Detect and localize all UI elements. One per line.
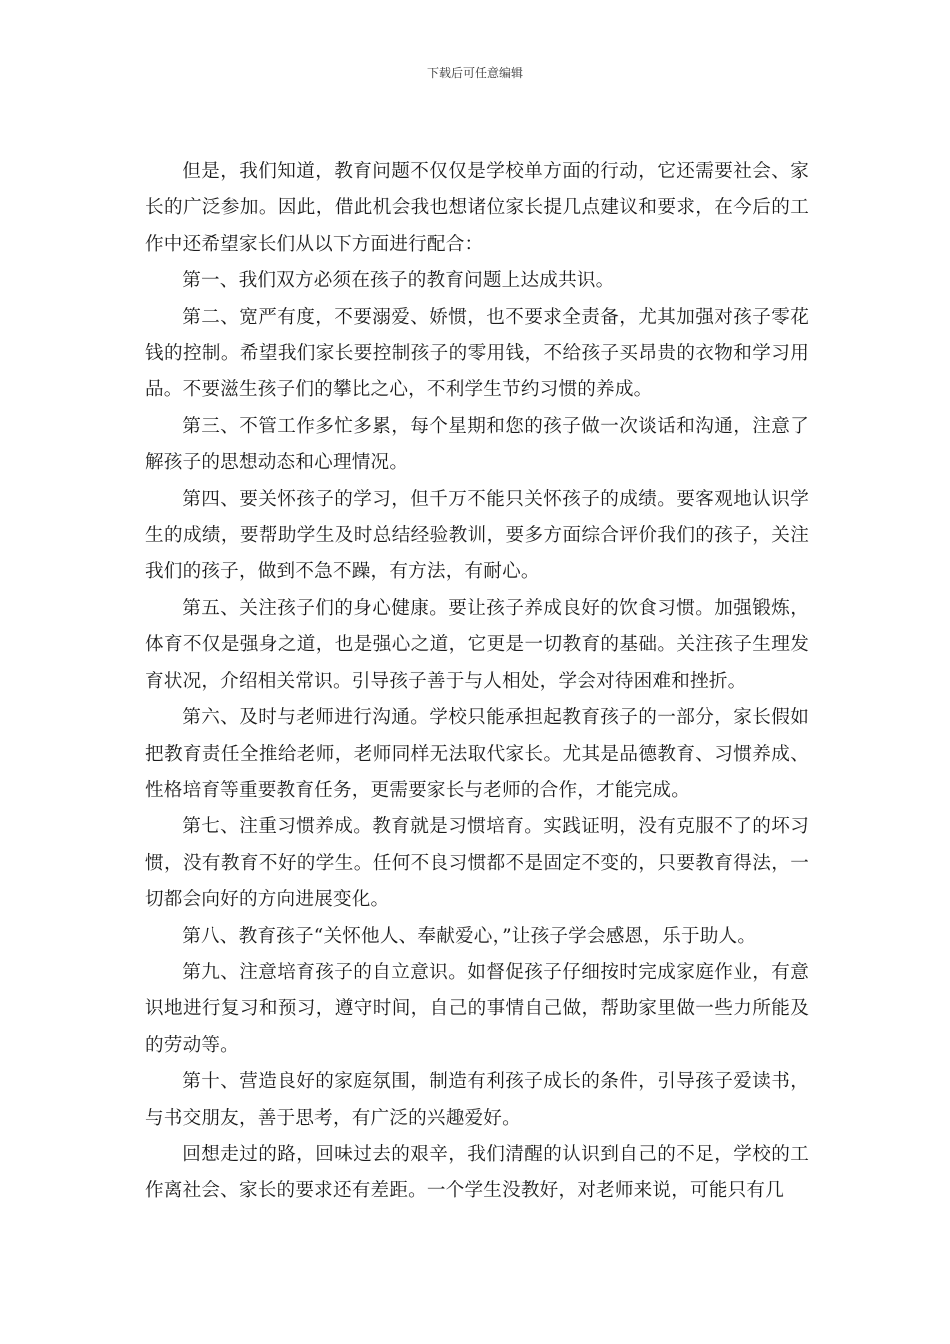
paragraph-reflection: 回想走过的路，回味过去的艰辛，我们清醒的认识到自己的不足，学校的工作离社会、家长的要求还有差距。一个学生没教好，对老师来说，可能只有几 [145, 1143, 809, 1202]
page-header: 下载后可任意编辑 [426, 66, 523, 80]
body-text [145, 154, 809, 1210]
paragraph-point-1: 第一、我们双方必须在孩子的教育问题上达成共识。 [182, 270, 615, 292]
paragraph-point-6: 第六、及时与老师进行沟通。学校只能承担起教育孩子的一部分，家长假如把教育责任全推给老师，老师同样无法取代家长。尤其是品德教育、习惯养成、性格培育等重要教育任务，更需要家长与老师的合作，才能完成。 [145, 707, 809, 801]
paragraph-intro: 但是，我们知道，教育问题不仅仅是学校单方面的行动，它还需要社会、家长的广泛参加。因此，借此机会我也想诸位家长提几点建议和要求，在今后的工作中还希望家长们从以下方面进行配合： [145, 161, 809, 255]
paragraph-point-10: 第十、营造良好的家庭氛围，制造有利孩子成长的条件，引导孩子爱读书，与书交朋友，善于思考，有广泛的兴趣爱好。 [145, 1071, 809, 1129]
paragraph-point-7: 第七、注重习惯养成。教育就是习惯培育。实践证明，没有克服不了的坏习惯，没有教育不好的学生。任何不良习惯都不是固定不变的，只要教育得法，一切都会向好的方向进展变化。 [145, 816, 809, 911]
paragraph-point-3: 第三、不管工作多忙多累，每个星期和您的孩子做一次谈话和沟通，注意了解孩子的思想动态和心理情况。 [145, 415, 809, 474]
paragraph-point-5: 第五、关注孩子们的身心健康。要让孩子养成良好的饮食习惯。加强锻炼，体育不仅是强身之道，也是强心之道，它更是一切教育的基础。关注孩子生理发育状况，介绍相关常识。引导孩子善于与人相处，学会对待困难和挫折。 [145, 597, 809, 692]
paragraph-point-9: 第九、注意培育孩子的自立意识。如督促孩子仔细按时完成家庭作业，有意识地进行复习和预习，遵守时间，自己的事情自己做，帮助家里做一些力所能及的劳动等。 [145, 961, 809, 1056]
paragraph-point-8: 第八、教育孩子“关怀他人、奉献爱心，”让孩子学会感恩，乐于助人。 [182, 925, 757, 947]
paragraph-point-2: 第二、宽严有度，不要溺爱、娇惯，也不要求全责备，尤其加强对孩子零花钱的控制。希望我们家长要控制孩子的零用钱，不给孩子买昂贵的衣物和学习用品。不要滋生孩子们的攀比之心，不利学生节约习惯的养成。 [145, 306, 809, 401]
paragraph-point-4: 第四、要关怀孩子的学习，但千万不能只关怀孩子的成绩。要客观地认识学生的成绩，要帮助学生及时总结经验教训，要多方面综合评价我们的孩子，关注我们的孩子，做到不急不躁，有方法，有耐心。 [145, 488, 809, 583]
